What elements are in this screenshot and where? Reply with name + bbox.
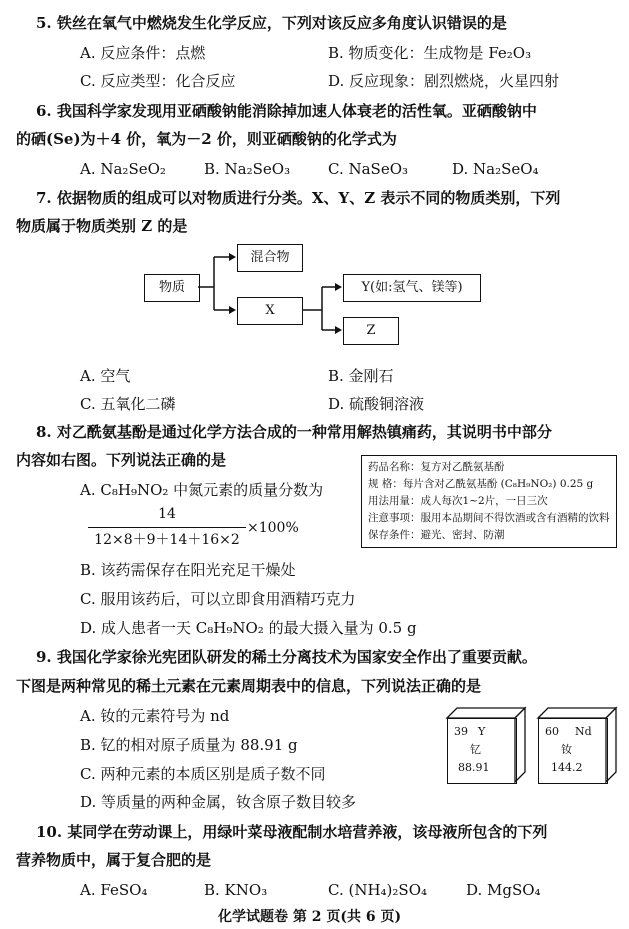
- q8-option-c: C. 服用该药后，可以立即食用酒精巧克力: [80, 590, 356, 608]
- box-mixture: 混合物: [237, 244, 303, 272]
- q7-stem-line2: 物质属于物质类别 Z 的是: [16, 217, 188, 235]
- q8-option-d: D. 成人患者一天 C₈H₉NO₂ 的最大摄入量为 0.5 g: [80, 619, 417, 637]
- neodymium-name: 钕: [561, 743, 572, 756]
- q8-option-a: A. C₈H₉NO₂ 中氮元素的质量分数为: [80, 481, 324, 499]
- drug-storage: 保存条件：避光、密封、防潮: [368, 529, 505, 541]
- fraction-numerator: 14: [158, 506, 176, 522]
- q7-option-c: C. 五氧化二磷: [80, 395, 176, 413]
- drug-note: 注意事项：服用本品期间不得饮酒或含有酒精的饮料: [368, 512, 610, 524]
- q6-option-d: D. Na₂SeO₄: [452, 160, 539, 178]
- neodymium-atomic-number: 60: [545, 725, 559, 738]
- page-footer: 化学试题卷 第 2 页(共 6 页): [218, 909, 402, 925]
- q6-option-a: A. Na₂SeO₂: [80, 160, 166, 178]
- q7-option-a: A. 空气: [80, 367, 131, 385]
- q10-option-d: D. MgSO₄: [466, 881, 541, 899]
- yttrium-name: 钇: [470, 743, 481, 756]
- drug-spec: 规 格：每片含对乙酰氨基酚 (C₈H₉NO₂) 0.25 g: [368, 478, 594, 490]
- q5-option-b: B. 物质变化：生成物是 Fe₂O₃: [328, 44, 532, 62]
- q9-option-c: C. 两种元素的本质区别是质子数不同: [80, 765, 326, 783]
- q8-option-b: B. 该药需保存在阳光充足干燥处: [80, 561, 296, 579]
- box-substance: 物质: [144, 274, 200, 302]
- q9-option-b: B. 钇的相对原子质量为 88.91 g: [80, 736, 298, 754]
- q5-option-c: C. 反应类型：化合反应: [80, 72, 236, 90]
- q5-option-a: A. 反应条件：点燃: [80, 44, 206, 62]
- q6-stem-line2: 的硒(Se)为＋4 价，氧为－2 价，则亚硒酸钠的化学式为: [16, 130, 397, 148]
- neodymium-symbol: Nd: [575, 725, 592, 738]
- q10-option-c: C. (NH₄)₂SO₄: [328, 881, 428, 899]
- q5-stem: 5. 铁丝在氧气中燃烧发生化学反应，下列对该反应多角度认识错误的是: [36, 14, 507, 32]
- q10-option-a: A. FeSO₄: [80, 881, 148, 899]
- q9-stem-line1: 9. 我国化学家徐光宪团队研发的稀土分离技术为国家安全作出了重要贡献。: [36, 648, 537, 666]
- element-tile-neodymium: [538, 718, 608, 784]
- yttrium-symbol: Y: [478, 725, 486, 738]
- fraction-tail: ×100%: [247, 520, 299, 536]
- element-tile-yttrium: [447, 718, 517, 784]
- q10-option-b: B. KNO₃: [204, 881, 268, 899]
- yttrium-atomic-number: 39: [454, 725, 468, 738]
- box-z: Z: [343, 317, 399, 345]
- q6-option-c: C. NaSeO₃: [328, 160, 409, 178]
- drug-name: 药品名称：复方对乙酰氨基酚: [368, 461, 505, 473]
- q9-option-a: A. 钕的元素符号为 nd: [80, 707, 230, 725]
- q10-stem-line1: 10. 某同学在劳动课上，用绿叶菜母液配制水培营养液，该母液所包含的下列: [36, 823, 548, 841]
- box-x: X: [237, 297, 303, 325]
- q9-option-d: D. 等质量的两种金属，钕含原子数目较多: [80, 793, 357, 811]
- q7-stem-line1: 7. 依据物质的组成可以对物质进行分类。X、Y、Z 表示不同的物质类别，下列: [36, 189, 561, 207]
- box-y: Y(如:氢气、镁等): [343, 274, 481, 302]
- q7-option-b: B. 金刚石: [328, 367, 394, 385]
- q8-stem-line2: 内容如右图。下列说法正确的是: [16, 451, 227, 469]
- yttrium-atomic-mass: 88.91: [458, 761, 490, 774]
- q7-option-d: D. 硫酸铜溶液: [328, 395, 425, 413]
- q6-stem-line1: 6. 我国科学家发现用亚硒酸钠能消除掉加速人体衰老的活性氧。亚硒酸钠中: [36, 102, 537, 120]
- q9-stem-line2: 下图是两种常见的稀土元素在元素周期表中的信息，下列说法正确的是: [16, 677, 482, 695]
- q10-stem-line2: 营养物质中，属于复合肥的是: [16, 851, 212, 869]
- fraction-denominator: 12×8＋9＋14＋16×2: [94, 532, 240, 548]
- neodymium-atomic-mass: 144.2: [551, 761, 583, 774]
- drug-usage: 用法用量：成人每次1~2片，一日三次: [368, 495, 548, 507]
- q5-option-d: D. 反应现象：剧烈燃烧，火星四射: [328, 72, 560, 90]
- q8-stem-line1: 8. 对乙酰氨基酚是通过化学方法合成的一种常用解热镇痛药，其说明书中部分: [36, 423, 552, 441]
- q6-option-b: B. Na₂SeO₃: [204, 160, 291, 178]
